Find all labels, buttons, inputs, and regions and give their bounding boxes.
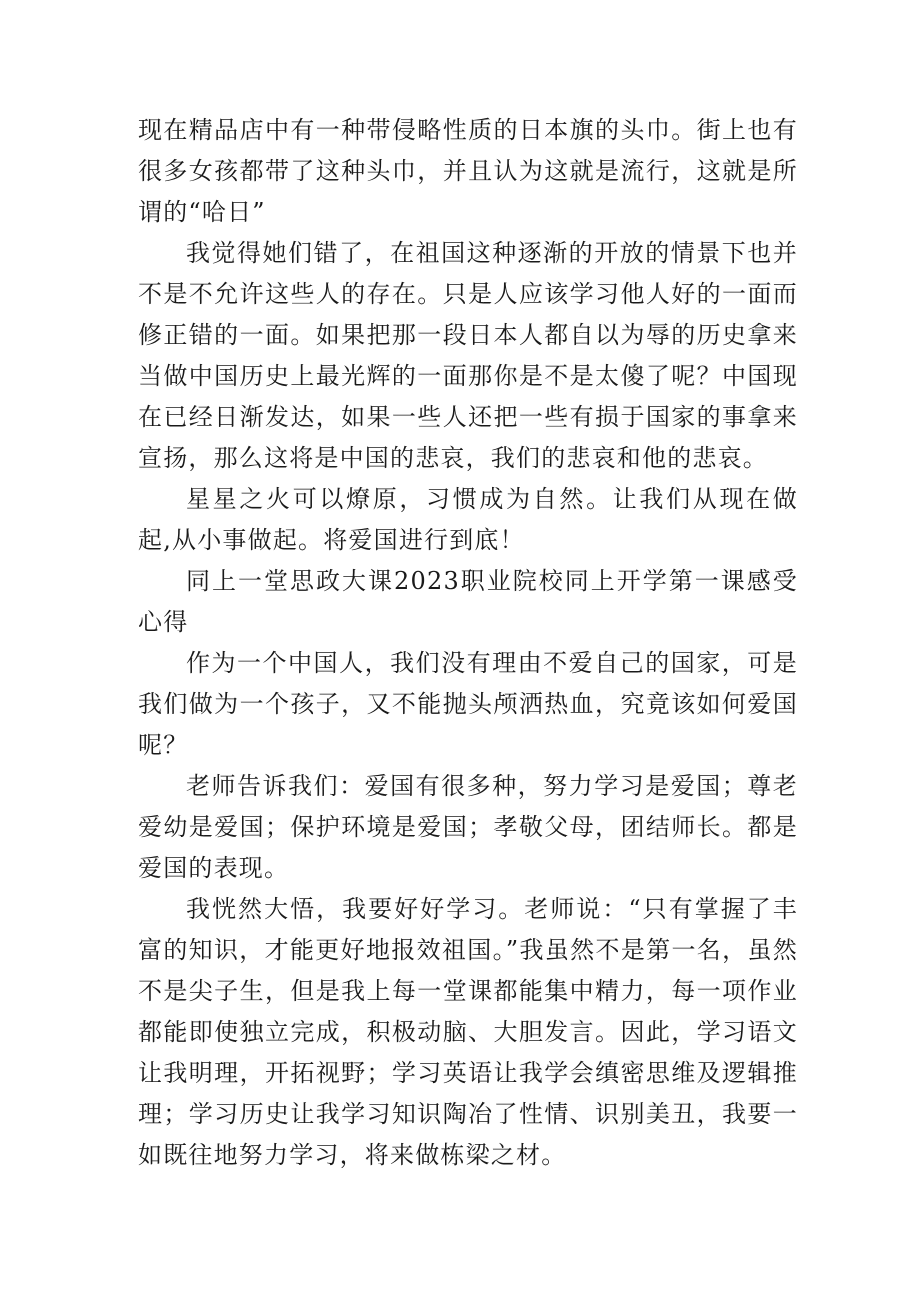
paragraph-4: 作为一个中国人，我们没有理由不爱自己的国家，可是我们做为一个孩子，又不能抛头颅洒热血，究竟该如何爱国呢？ xyxy=(138,649,798,759)
paragraph-1: 现在精品店中有一种带侵略性质的日本旗的头巾。街上也有很多女孩都带了这种头巾，并且认为这就是流行，这就是所谓的“哈日” xyxy=(138,116,798,226)
paragraph-5: 老师告诉我们：爱国有很多种，努力学习是爱国；尊老爱幼是爱国；保护环境是爱国；孝敬父母，团结师长。都是爱国的表现。 xyxy=(138,772,798,882)
paragraph-3: 星星之火可以燎原，习惯成为自然。让我们从现在做起,从小事做起。将爱国进行到底！ xyxy=(138,485,798,554)
paragraph-2: 我觉得她们错了，在祖国这种逐渐的开放的情景下也并不是不允许这些人的存在。只是人应该学习他人好的一面而修正错的一面。如果把那一段日本人都自以为辱的历史拿来当做中国历史上最光辉的一面那你是不是太傻了呢？中国现在已经日渐发达，如果一些人还把一些有损于国家的事拿来宣扬，那么这将是中国的悲哀，我们的悲哀和他的悲哀。 xyxy=(138,239,798,472)
section-heading: 同上一堂思政大课2023职业院校同上开学第一课感受心得 xyxy=(138,567,798,636)
document-body xyxy=(138,110,798,1176)
paragraph-6: 我恍然大悟，我要好好学习。老师说：“只有掌握了丰富的知识，才能更好地报效祖国。”我虽然不是第一名，虽然不是尖子生，但是我上每一堂课都能集中精力，每一项作业都能即使独立完成，积极动脑、大胆发言。因此，学习语文让我明理，开拓视野；学习英语让我学会缜密思维及逻辑推理；学习历史让我学习知识陶冶了性情、识别美丑，我要一如既往地努力学习，将来做栋梁之材。 xyxy=(138,895,798,1169)
